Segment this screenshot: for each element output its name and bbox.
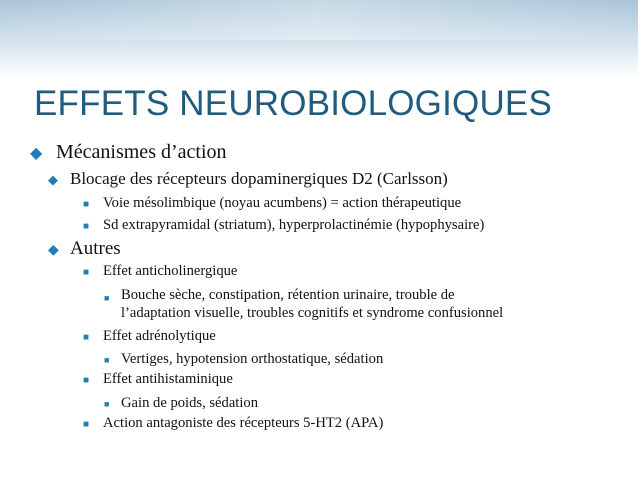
bullet-vertiges bbox=[104, 350, 383, 369]
slide-title: EFFETS NEUROBIOLOGIQUES bbox=[34, 84, 553, 123]
diamond-bullet-icon: ◆ bbox=[48, 172, 58, 187]
bullet-text-line2: l’adaptation visuelle, troubles cognitifs et syndrome confusionnel bbox=[121, 305, 504, 321]
square-bullet-icon: ■ bbox=[83, 375, 90, 386]
bullet-text: Vertiges, hypotension orthostatique, sédation bbox=[121, 351, 384, 367]
bullet-antagoniste bbox=[83, 415, 383, 432]
bullet-mecanismes bbox=[30, 141, 227, 164]
square-bullet-icon: ■ bbox=[104, 293, 110, 303]
bullet-voie bbox=[83, 195, 461, 212]
header-band bbox=[0, 0, 638, 78]
diamond-bullet-icon: ◆ bbox=[48, 243, 59, 258]
bullet-bouche bbox=[104, 286, 503, 322]
bullet-text: Blocage des récepteurs dopaminergiques D2 (Carlsson) bbox=[70, 169, 448, 188]
bullet-autres bbox=[48, 238, 121, 260]
bullet-adrenolytique bbox=[83, 328, 216, 345]
bullet-text-block bbox=[121, 286, 503, 322]
bullet-antihistaminique bbox=[83, 371, 233, 388]
header-shine bbox=[0, 0, 638, 40]
bullet-text: Autres bbox=[70, 238, 121, 259]
bullet-sd bbox=[83, 217, 484, 234]
bullet-text: Effet adrénolytique bbox=[103, 328, 216, 344]
bullet-text: Effet antihistaminique bbox=[103, 371, 233, 387]
bullet-gain bbox=[104, 394, 258, 413]
square-bullet-icon: ■ bbox=[83, 419, 90, 430]
bullet-text: Effet anticholinergique bbox=[103, 263, 238, 279]
diamond-bullet-icon: ◆ bbox=[30, 145, 43, 162]
bullet-blocage bbox=[48, 169, 448, 189]
square-bullet-icon: ■ bbox=[83, 267, 90, 278]
square-bullet-icon: ■ bbox=[104, 399, 110, 409]
bullet-anticholinergique bbox=[83, 263, 237, 280]
square-bullet-icon: ■ bbox=[83, 332, 90, 343]
bullet-text: Gain de poids, sédation bbox=[121, 395, 258, 411]
bullet-text: Mécanismes d’action bbox=[56, 141, 227, 163]
bullet-text: Voie mésolimbique (noyau acumbens) = action thérapeutique bbox=[103, 195, 462, 211]
bullet-text: Sd extrapyramidal (striatum), hyperprolactinémie (hypophysaire) bbox=[103, 217, 485, 233]
square-bullet-icon: ■ bbox=[104, 355, 110, 365]
square-bullet-icon: ■ bbox=[83, 199, 90, 210]
bullet-text: Action antagoniste des récepteurs 5-HT2 (APA) bbox=[103, 415, 384, 431]
square-bullet-icon: ■ bbox=[83, 221, 90, 232]
bullet-text-line1: Bouche sèche, constipation, rétention urinaire, trouble de bbox=[121, 287, 455, 303]
